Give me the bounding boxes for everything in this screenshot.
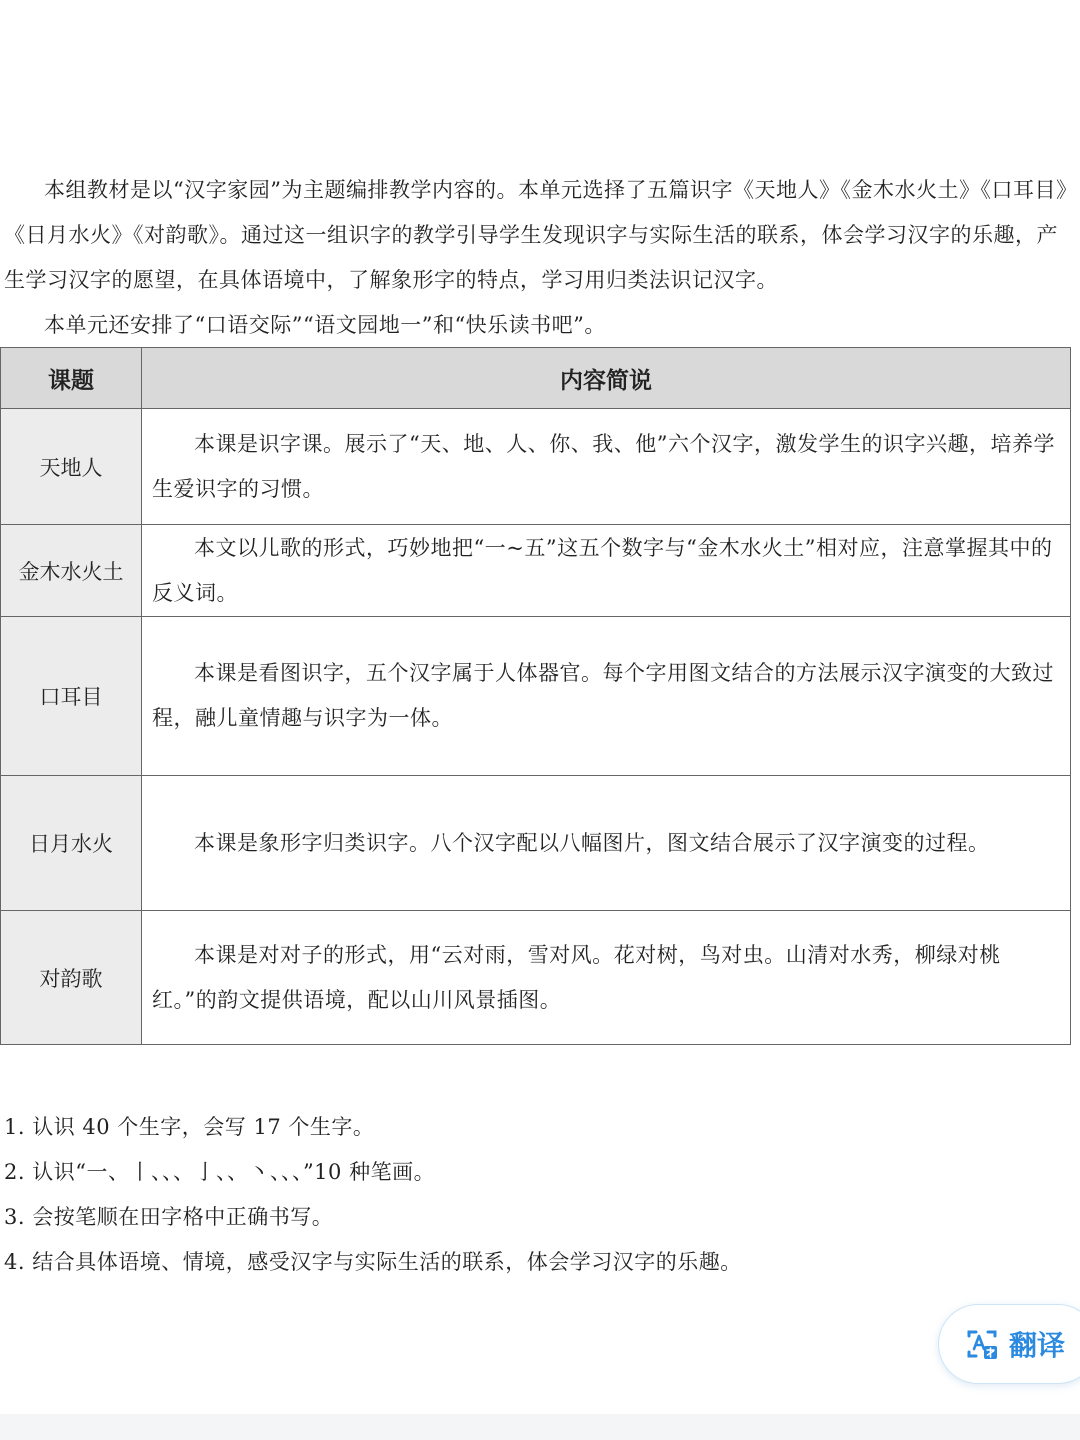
goal-item: 2. 认识“一、丨、、、亅、、丶、、、”10 种笔画。: [4, 1160, 436, 1184]
intro-section: [4, 168, 1074, 348]
goals-list: [4, 1105, 1064, 1285]
translate-icon: [965, 1327, 999, 1361]
intro-paragraph-1: 本组教材是以“汉字家园”为主题编排教学内容的。本单元选择了五篇识字《天地人》《金木水火土》《口耳目》《日月水火》《对韵歌》。通过这一组识字的教学引导学生发现识字与实际生活的联系，体会学习汉字的乐趣，产生学习汉字的愿望，在具体语境中，了解象形字的特点，学习用归类法识记汉字。: [4, 178, 1067, 292]
translate-button[interactable]: [938, 1304, 1080, 1384]
lesson-table: [0, 347, 1071, 1045]
row-desc-text: 本课是象形字归类识字。八个汉字配以八幅图片，图文结合展示了汉字演变的过程。: [194, 830, 990, 855]
row-desc: [142, 911, 1071, 1045]
goal-item: 3. 会按笔顺在田字格中正确书写。: [4, 1205, 334, 1229]
row-title: 口耳目: [1, 617, 142, 776]
row-title: 日月水火: [1, 776, 142, 911]
table-row: [1, 525, 1071, 617]
table-row: [1, 617, 1071, 776]
row-desc: [142, 409, 1071, 525]
row-desc-text: 本课是对对子的形式，用“云对雨，雪对风。花对树，鸟对虫。山清对水秀，柳绿对桃红。”的韵文提供语境，配以山川风景插图。: [152, 942, 1001, 1012]
bottom-bar: [0, 1414, 1080, 1440]
row-desc: [142, 617, 1071, 776]
header-desc-cell: 内容简说: [142, 348, 1071, 409]
row-desc-text: 本文以儿歌的形式，巧妙地把“一~五”这五个数字与“金木水火土”相对应，注意掌握其中的反义词。: [152, 535, 1053, 605]
goal-item: 1. 认识 40 个生字，会写 17 个生字。: [4, 1115, 375, 1139]
header-title-cell: 课题: [1, 348, 142, 409]
table-row: [1, 911, 1071, 1045]
translate-label: 翻译: [1009, 1329, 1066, 1362]
table-row: [1, 409, 1071, 525]
row-desc: [142, 776, 1071, 911]
goal-item: 4. 结合具体语境、情境，感受汉字与实际生活的联系，体会学习汉字的乐趣。: [4, 1250, 742, 1274]
row-desc: [142, 525, 1071, 617]
row-desc-text: 本课是看图识字，五个汉字属于人体器官。每个字用图文结合的方法展示汉字演变的大致过程，融儿童情趣与识字为一体。: [152, 661, 1054, 730]
row-desc-text: 本课是识字课。展示了“天、地、人、你、我、他”六个汉字，激发学生的识字兴趣，培养学生爱识字的习惯。: [152, 431, 1055, 501]
intro-paragraph-2: 本单元还安排了“口语交际”“语文园地一”和“快乐读书吧”。: [44, 313, 606, 337]
table-header-row: [1, 348, 1071, 409]
table-row: [1, 776, 1071, 911]
row-title: 对韵歌: [1, 911, 142, 1045]
row-title: 金木水火土: [1, 525, 142, 617]
row-title: 天地人: [1, 409, 142, 525]
